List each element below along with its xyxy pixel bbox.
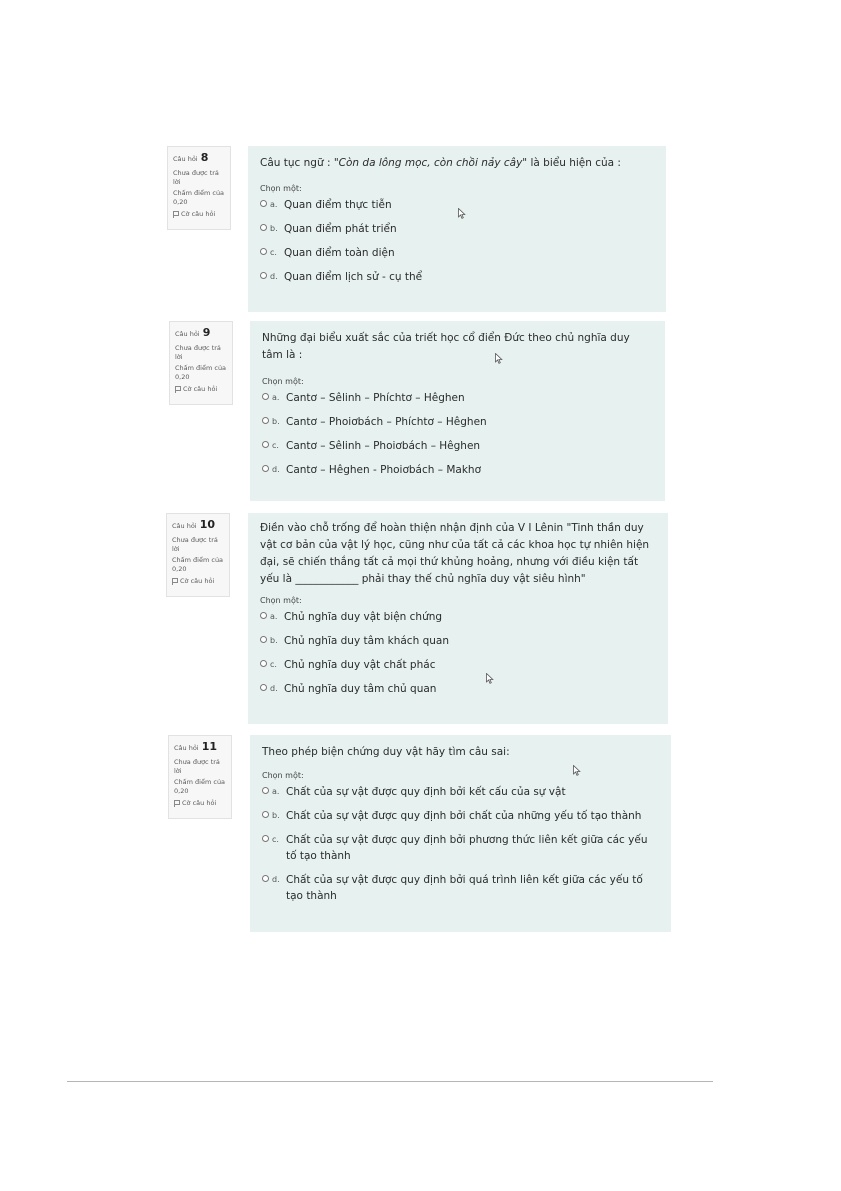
question-grade: Chấm điểm của 0,20: [173, 189, 225, 207]
question-text-prefix: Câu tục ngữ :: [260, 157, 334, 169]
answer-text: Chủ nghĩa duy vật biện chứng: [284, 611, 443, 623]
question-grade: Chấm điểm của 0,20: [174, 778, 226, 796]
radio-button[interactable]: [262, 787, 269, 794]
question-content: [248, 146, 666, 312]
answer-option-a[interactable]: [260, 197, 654, 213]
answer-letter: b.: [272, 811, 280, 820]
answer-letter: c.: [270, 248, 277, 257]
flag-label: Cờ câu hỏi: [180, 576, 215, 585]
answer-letter: d.: [272, 465, 280, 474]
flag-question-link[interactable]: [174, 799, 226, 808]
answer-option-c[interactable]: [262, 832, 659, 864]
answer-text: Quan điểm thực tiễn: [284, 199, 392, 211]
answer-text: Quan điểm phát triển: [284, 223, 397, 235]
answer-letter: c.: [272, 441, 279, 450]
question-content: [248, 513, 668, 724]
answer-option-b[interactable]: [262, 808, 659, 824]
radio-button[interactable]: [262, 811, 269, 818]
flag-label: Cờ câu hỏi: [183, 384, 218, 393]
answer-option-c[interactable]: [260, 657, 656, 673]
answer-letter: a.: [272, 787, 280, 796]
question-info: [166, 513, 230, 597]
answer-letter: b.: [272, 417, 280, 426]
question-status: Chưa được trả lời: [172, 535, 218, 553]
radio-button[interactable]: [260, 684, 267, 691]
flag-icon: [172, 578, 178, 585]
question-text: Theo phép biện chứng duy vật hãy tìm câu sai:: [262, 746, 510, 758]
answer-option-a[interactable]: [262, 390, 653, 406]
answer-option-a[interactable]: [262, 784, 659, 800]
answer-text: Chất của sự vật được quy định bởi kết cấu của sự vật: [286, 786, 566, 798]
answer-letter: b.: [270, 224, 278, 233]
question-info: [169, 321, 233, 405]
flag-icon: [175, 386, 181, 393]
answer-letter: b.: [270, 636, 278, 645]
flag-icon: [174, 800, 180, 807]
answer-option-b[interactable]: [260, 633, 656, 649]
question-text: Điền vào chỗ trống để hoàn thiện nhận định của V I Lênin "Tinh thần duy vật cơ bản của vật lý học, cũng như của tất cả các khoa học tự nhiên hiện đại, sẽ chiến thắng tất cả mọi thứ khủng hoảng, nhưng với điều kiện tất yếu là ____________ phải thay thế chủ nghĩa duy vật siêu hình": [260, 522, 650, 585]
radio-button[interactable]: [260, 636, 267, 643]
question-status: Chưa được trả lời: [173, 168, 219, 186]
answer-option-d[interactable]: [262, 462, 653, 478]
answer-option-d[interactable]: [260, 681, 656, 697]
question-text: Những đại biểu xuất sắc của triết học cổ điển Đức theo chủ nghĩa duy tâm là :: [262, 332, 630, 361]
answer-text: Chất của sự vật được quy định bởi phương thức liên kết giữa các yếu tố tạo thành: [286, 834, 648, 862]
question-grade: Chấm điểm của 0,20: [175, 364, 227, 382]
footer-divider: [67, 1081, 713, 1082]
answer-text: Cantơ – Phoiơbách – Phíchtơ – Hêghen: [286, 416, 487, 428]
radio-button[interactable]: [262, 835, 269, 842]
choose-one-prompt: Chọn một:: [260, 184, 302, 193]
answer-text: Chủ nghĩa duy tâm chủ quan: [284, 683, 437, 695]
choose-one-prompt: Chọn một:: [262, 377, 304, 386]
radio-button[interactable]: [262, 393, 269, 400]
radio-button[interactable]: [260, 272, 267, 279]
flag-label: Cờ câu hỏi: [182, 798, 217, 807]
choose-one-prompt: Chọn một:: [260, 596, 302, 605]
flag-question-link[interactable]: [173, 210, 225, 219]
question-status: Chưa được trả lời: [175, 343, 221, 361]
answer-text: Chủ nghĩa duy vật chất phác: [284, 659, 436, 671]
answer-text: Quan điểm lịch sử - cụ thể: [284, 271, 423, 283]
radio-button[interactable]: [262, 875, 269, 882]
answer-text: Cantơ – Sêlinh – Phíchtơ – Hêghen: [286, 392, 465, 404]
answer-text: Chất của sự vật được quy định bởi chất của những yếu tố tạo thành: [286, 810, 642, 822]
answer-option-b[interactable]: [262, 414, 653, 430]
question-text: [260, 155, 654, 172]
radio-button[interactable]: [262, 465, 269, 472]
radio-button[interactable]: [260, 248, 267, 255]
answer-text: Cantơ – Sêlinh – Phoiơbách – Hêghen: [286, 440, 481, 452]
answer-letter: d.: [270, 272, 278, 281]
answer-letter: a.: [270, 200, 278, 209]
radio-button[interactable]: [260, 200, 267, 207]
radio-button[interactable]: [260, 660, 267, 667]
question-label: Câu hỏi: [174, 744, 199, 752]
radio-button[interactable]: [262, 417, 269, 424]
answer-letter: c.: [272, 835, 279, 844]
question-number: 11: [201, 740, 218, 753]
answer-letter: d.: [270, 684, 278, 693]
flag-icon: [173, 211, 179, 218]
flag-question-link[interactable]: [172, 577, 224, 586]
flag-label: Cờ câu hỏi: [181, 209, 216, 218]
answer-option-b[interactable]: [260, 221, 654, 237]
answer-option-d[interactable]: [262, 872, 659, 904]
question-number: 9: [202, 326, 211, 339]
answer-letter: a.: [272, 393, 280, 402]
question-info: [168, 735, 232, 819]
flag-question-link[interactable]: [175, 385, 227, 394]
answer-letter: d.: [272, 875, 280, 884]
radio-button[interactable]: [262, 441, 269, 448]
answer-letter: a.: [270, 612, 278, 621]
question-number: 10: [199, 518, 216, 531]
choose-one-prompt: Chọn một:: [262, 771, 304, 780]
question-status: Chưa được trả lời: [174, 757, 220, 775]
question-content: [250, 321, 665, 501]
question-content: [250, 735, 671, 932]
question-text-quote: "Còn da lông mọc, còn chồi nảy cây": [333, 157, 528, 169]
question-label: Câu hỏi: [175, 330, 200, 338]
answer-text: Cantơ – Hêghen - Phoiơbách – Makhơ: [286, 464, 481, 476]
question-label: Câu hỏi: [172, 522, 197, 530]
radio-button[interactable]: [260, 224, 267, 231]
question-number: 8: [200, 151, 209, 164]
answer-text: Quan điểm toàn diện: [284, 247, 395, 259]
answer-option-c[interactable]: [260, 245, 654, 261]
answer-option-c[interactable]: [262, 438, 653, 454]
answer-option-a[interactable]: [260, 609, 656, 625]
answer-text: Chủ nghĩa duy tâm khách quan: [284, 635, 449, 647]
answer-option-d[interactable]: [260, 269, 654, 285]
question-grade: Chấm điểm của 0,20: [172, 556, 224, 574]
radio-button[interactable]: [260, 612, 267, 619]
answer-text: Chất của sự vật được quy định bởi quá trình liên kết giữa các yếu tố tạo thành: [286, 874, 643, 902]
question-text-suffix: là biểu hiện của :: [527, 157, 621, 169]
question-label: Câu hỏi: [173, 155, 198, 163]
answer-letter: c.: [270, 660, 277, 669]
question-info: [167, 146, 231, 230]
